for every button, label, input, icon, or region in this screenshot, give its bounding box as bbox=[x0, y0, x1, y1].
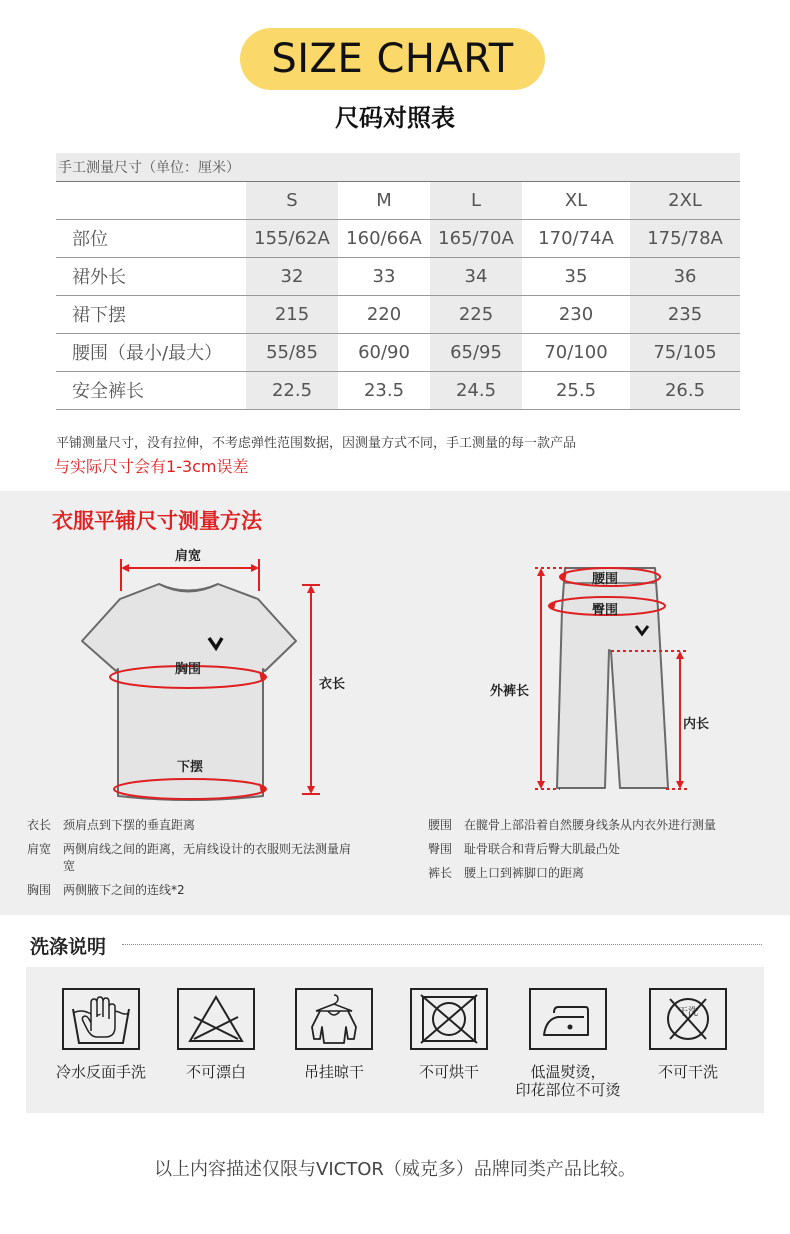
legend-desc: 腰上口到裤脚口的距离 bbox=[464, 866, 585, 880]
legend-key: 衣长 bbox=[27, 818, 52, 832]
legend-right bbox=[428, 817, 773, 889]
table-cell: 160/66A bbox=[338, 219, 430, 257]
legend-key: 肩宽 bbox=[27, 842, 52, 856]
hip-label: 臀围 bbox=[592, 603, 619, 618]
legend-item bbox=[428, 817, 773, 834]
size-header: 2XL bbox=[630, 181, 740, 219]
length-label: 衣长 bbox=[319, 677, 346, 692]
shoulder-label: 肩宽 bbox=[175, 549, 202, 564]
legend-key: 腰围 bbox=[428, 818, 453, 832]
page-subtitle: 尺码对照表 bbox=[335, 104, 455, 132]
size-header: S bbox=[246, 181, 338, 219]
table-cell: 215 bbox=[246, 295, 338, 333]
hem-label: 下摆 bbox=[177, 760, 204, 775]
table-row bbox=[56, 219, 740, 257]
waist-label: 腰围 bbox=[592, 572, 619, 587]
no-tumble-dry-icon bbox=[409, 987, 489, 1051]
table-cell: 55/85 bbox=[246, 333, 338, 371]
table-row bbox=[56, 257, 740, 295]
legend-desc: 两侧肩线之间的距离，无肩线设计的衣服则无法测量肩宽 bbox=[63, 842, 352, 873]
measure-diagram bbox=[0, 491, 790, 821]
wash-label: 冷水反面手洗 bbox=[55, 1063, 146, 1081]
row-label: 腰围（最小/最大） bbox=[56, 333, 246, 371]
legend-key: 裤长 bbox=[428, 866, 453, 880]
legend-desc: 耻骨联合和背后臀大肌最凸处 bbox=[464, 842, 621, 856]
table-cell: 25.5 bbox=[522, 371, 630, 409]
table-cell: 155/62A bbox=[246, 219, 338, 257]
measurement-note: 平铺测量尺寸，没有拉伸，不考虑弹性范围数据，因测量方式不同，手工测量的每一款产品 bbox=[56, 436, 577, 451]
no-bleach-icon bbox=[176, 987, 256, 1051]
table-cell: 60/90 bbox=[338, 333, 430, 371]
table-cell: 23.5 bbox=[338, 371, 430, 409]
table-cell: 235 bbox=[630, 295, 740, 333]
wash-title-divider bbox=[122, 944, 762, 945]
table-cell: 36 bbox=[630, 257, 740, 295]
outseam-label: 外裤长 bbox=[490, 684, 530, 699]
row-label: 部位 bbox=[56, 219, 246, 257]
footer-disclaimer: 以上内容描述仅限与VICTOR（威克多）品牌同类产品比较。 bbox=[154, 1159, 636, 1180]
legend-item bbox=[27, 841, 367, 875]
size-header: L bbox=[430, 181, 522, 219]
wash-item bbox=[508, 987, 628, 1099]
table-caption: 手工测量尺寸（单位：厘米） bbox=[56, 153, 740, 181]
hang-dry-icon bbox=[294, 987, 374, 1051]
wash-item bbox=[628, 987, 748, 1081]
error-note: 与实际尺寸会有1-3cm误差 bbox=[54, 457, 249, 476]
table-cell: 170/74A bbox=[522, 219, 630, 257]
size-header-row bbox=[56, 181, 740, 219]
inseam-label: 内长 bbox=[683, 717, 710, 732]
table-cell: 230 bbox=[522, 295, 630, 333]
row-label: 安全裤长 bbox=[56, 371, 246, 409]
table-cell: 165/70A bbox=[430, 219, 522, 257]
table-cell: 24.5 bbox=[430, 371, 522, 409]
table-cell: 35 bbox=[522, 257, 630, 295]
wash-label: 低温熨烫， 印花部位不可烫 bbox=[515, 1063, 621, 1099]
size-header: XL bbox=[522, 181, 630, 219]
legend-item bbox=[428, 841, 773, 858]
table-cell: 34 bbox=[430, 257, 522, 295]
table-cell: 75/105 bbox=[630, 333, 740, 371]
wash-item bbox=[389, 987, 509, 1081]
legend-item bbox=[27, 882, 367, 899]
table-row bbox=[56, 371, 740, 409]
iron-low-icon bbox=[528, 987, 608, 1051]
legend-key: 胸围 bbox=[27, 883, 52, 897]
chest-label: 胸围 bbox=[175, 662, 202, 677]
wash-panel bbox=[26, 967, 764, 1113]
no-dry-clean-icon bbox=[648, 987, 728, 1051]
table-cell: 65/95 bbox=[430, 333, 522, 371]
size-header: M bbox=[338, 181, 430, 219]
table-caption-row bbox=[56, 153, 740, 181]
table-cell: 22.5 bbox=[246, 371, 338, 409]
wash-label: 不可干洗 bbox=[657, 1063, 718, 1081]
wash-label: 吊挂晾干 bbox=[303, 1063, 364, 1081]
table-cell: 33 bbox=[338, 257, 430, 295]
row-label: 裙外长 bbox=[56, 257, 246, 295]
wash-label: 不可烘干 bbox=[418, 1063, 479, 1081]
legend-key: 臀围 bbox=[428, 842, 453, 856]
legend-desc: 两侧腋下之间的连线*2 bbox=[63, 883, 185, 897]
measure-title: 衣服平铺尺寸测量方法 bbox=[52, 509, 262, 533]
table-cell: 225 bbox=[430, 295, 522, 333]
size-chart-title: SIZE CHART bbox=[240, 28, 545, 90]
table-row bbox=[56, 333, 740, 371]
legend-desc: 在髋骨上部沿着自然腰身线条从内衣外进行测量 bbox=[464, 818, 717, 832]
size-table bbox=[56, 153, 740, 410]
legend-item bbox=[428, 865, 773, 882]
header-empty-cell bbox=[56, 181, 246, 219]
row-label: 裙下摆 bbox=[56, 295, 246, 333]
table-row bbox=[56, 295, 740, 333]
wash-item bbox=[274, 987, 394, 1081]
table-cell: 175/78A bbox=[630, 219, 740, 257]
table-cell: 220 bbox=[338, 295, 430, 333]
wash-label: 不可漂白 bbox=[185, 1063, 246, 1081]
legend-left bbox=[27, 817, 367, 906]
wash-title: 洗涤说明 bbox=[30, 936, 107, 958]
legend-desc: 颈肩点到下摆的垂直距离 bbox=[63, 818, 196, 832]
wash-item bbox=[41, 987, 161, 1081]
wash-item bbox=[156, 987, 276, 1081]
table-cell: 32 bbox=[246, 257, 338, 295]
hand-wash-icon bbox=[61, 987, 141, 1051]
legend-item bbox=[27, 817, 367, 834]
dry-clean-icon-text: 干洗 bbox=[678, 1007, 698, 1018]
table-cell: 70/100 bbox=[522, 333, 630, 371]
length-arrow bbox=[302, 585, 320, 794]
table-cell: 26.5 bbox=[630, 371, 740, 409]
